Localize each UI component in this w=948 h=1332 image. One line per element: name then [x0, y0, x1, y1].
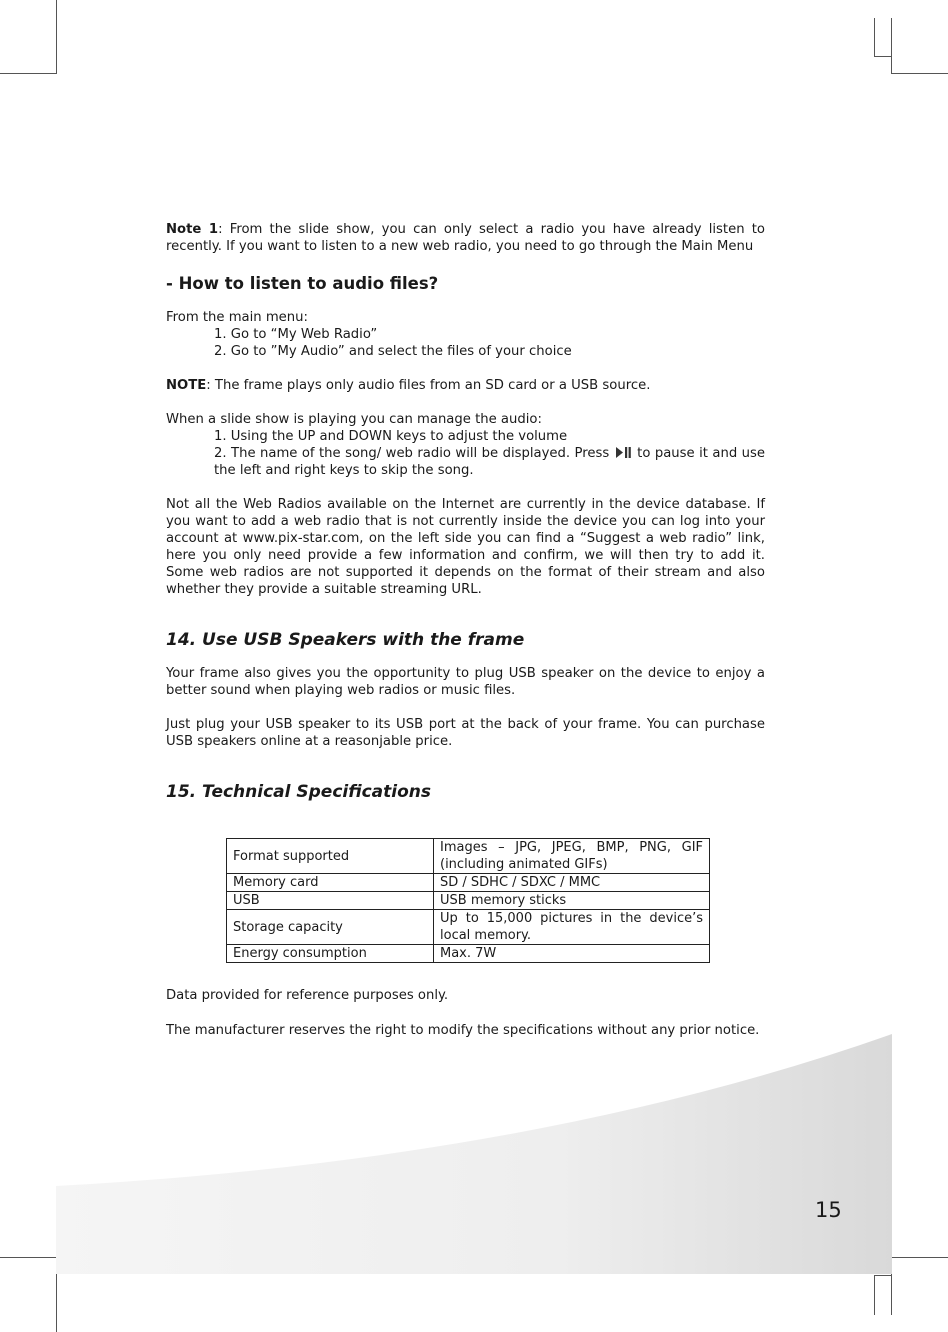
spec-value: USB memory sticks [434, 892, 710, 910]
spec-label: Energy consumption [227, 945, 434, 963]
note-2-label: NOTE [166, 378, 207, 393]
note-1-label: Note 1 [166, 222, 219, 237]
crop-mark-tr-v2 [891, 18, 892, 74]
section-14-paragraph-1: Your frame also gives you the opportunity to plug USB speaker on the device to enjoy a better sound when playing web radios or music files. [166, 666, 765, 698]
main-menu-step-2: 2. Go to ”My Audio” and select the files of your choice [214, 344, 572, 359]
note-2-text: : The frame plays only audio files from an SD card or a USB source. [206, 378, 651, 393]
table-row [227, 910, 710, 945]
audio-files-heading: - How to listen to audio files? [166, 274, 439, 293]
table-row [227, 874, 710, 892]
section-15-title: 15. Technical Specifications [166, 782, 432, 802]
spec-label: Format supported [227, 839, 434, 874]
section-14-paragraph-2: Just plug your USB speaker to its USB port at the back of your frame. You can purchase USB speakers online at a reasonjable price. [166, 717, 765, 749]
page-swoosh-decoration [56, 1030, 892, 1274]
spec-table [226, 838, 710, 963]
spec-value: Max. 7W [434, 945, 710, 963]
note-1-paragraph [166, 221, 765, 255]
crop-mark-tl-v [56, 0, 57, 74]
crop-mark-br-h2 [874, 1275, 892, 1276]
note-1-text: : From the slide show, you can only select a radio you have already listen to recently. If you want to listen to a new web radio, you need to go through the Main Menu [166, 222, 765, 254]
note-2-paragraph [166, 377, 765, 394]
page-number: 15 [815, 1198, 842, 1222]
main-menu-step-1: 1. Go to “My Web Radio” [214, 327, 378, 342]
spec-value: Images – JPG, JPEG, BMP, PNG, GIF (including animated GIFs) [434, 839, 710, 874]
slideshow-step-2 [166, 445, 765, 479]
crop-mark-br-v2 [874, 1275, 875, 1315]
from-main-menu-text: From the main menu: [166, 310, 308, 325]
spec-value: SD / SDHC / SDXC / MMC [434, 874, 710, 892]
crop-mark-br-h [891, 1257, 948, 1258]
spec-label: Storage capacity [227, 910, 434, 945]
spec-label: USB [227, 892, 434, 910]
crop-mark-tr-v1 [874, 18, 875, 56]
table-row [227, 892, 710, 910]
slideshow-step-2-text-a: 2. The name of the song/ web radio will be displayed. Press [214, 446, 610, 461]
crop-mark-tr-h2 [891, 73, 948, 74]
play-pause-icon [616, 447, 631, 458]
table-row [227, 839, 710, 874]
slideshow-step-1: 1. Using the UP and DOWN keys to adjust the volume [214, 429, 568, 444]
spec-label: Memory card [227, 874, 434, 892]
web-radios-paragraph: Not all the Web Radios available on the Internet are currently in the device database. If you want to add a web radio that is not currently inside the device you can log into your account at www.pix-star.com, on the left side you can find a “Suggest a web radio” link, here you only need provide a few information and confirm, we will then try to add it. Some web radios are not supported it depends on the format of their stream and also whether they provide a suitable streaming URL. [166, 497, 765, 597]
slideshow-intro-text: When a slide show is playing you can manage the audio: [166, 412, 542, 427]
table-row [227, 945, 710, 963]
page-content [166, 221, 765, 803]
crop-mark-bl-h [0, 1257, 57, 1258]
section-14-title: 14. Use USB Speakers with the frame [166, 630, 525, 650]
footer-reference-note: Data provided for reference purposes only. [166, 988, 449, 1003]
crop-mark-tl-h [0, 73, 57, 74]
footer-rights-note: The manufacturer reserves the right to modify the specifications without any prior notice. [166, 1023, 760, 1038]
spec-value: Up to 15,000 pictures in the device’s local memory. [434, 910, 710, 945]
slideshow-step-2-text-b: to pause it and use the left and right keys to skip the song. [214, 446, 765, 478]
crop-mark-tr-h1 [874, 56, 892, 57]
